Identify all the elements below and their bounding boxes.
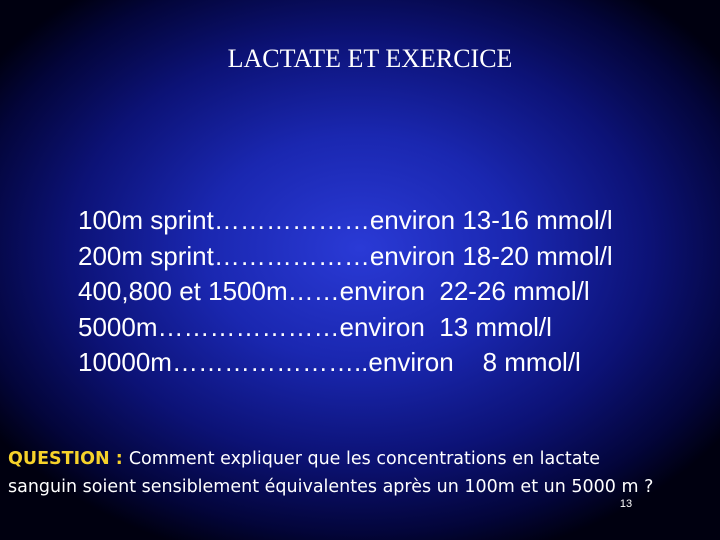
- lactate-list: [78, 203, 613, 381]
- event-label: 10000m…………………..: [78, 347, 369, 377]
- question-text-1: Comment expliquer que les concentrations en lactate: [128, 449, 601, 469]
- list-item: [78, 345, 613, 381]
- question-line-2: sanguin soient sensiblement équivalentes après un 100m et un 5000 m ?: [8, 477, 654, 497]
- environ-label: environ: [368, 347, 454, 377]
- list-item: [78, 310, 613, 346]
- question-line-1: [8, 445, 720, 473]
- event-label: 400,800 et 1500m……: [78, 276, 340, 306]
- list-item: [78, 274, 613, 310]
- lactate-value: 13 mmol/l: [424, 311, 552, 342]
- lactate-value: 18-20 mmol/l: [455, 240, 613, 271]
- lactate-value: 8 mmol/l: [453, 347, 581, 377]
- event-label: 5000m…………………: [78, 311, 340, 342]
- list-item: [78, 203, 613, 239]
- lactate-value: 22-26 mmol/l: [424, 276, 590, 306]
- environ-label: environ: [339, 311, 425, 342]
- environ-label: environ: [369, 205, 456, 235]
- event-label: 100m sprint………………: [78, 205, 370, 235]
- lactate-value: 13-16 mmol/l: [455, 205, 613, 235]
- page-number: 13: [619, 498, 633, 510]
- environ-label: environ: [369, 240, 456, 271]
- list-item: [78, 239, 613, 275]
- question-block: [8, 445, 720, 501]
- slide-title: LACTATE ET EXERCICE: [227, 44, 513, 73]
- question-label: QUESTION :: [8, 449, 129, 469]
- environ-label: environ: [339, 276, 425, 306]
- event-label: 200m sprint………………: [78, 240, 370, 271]
